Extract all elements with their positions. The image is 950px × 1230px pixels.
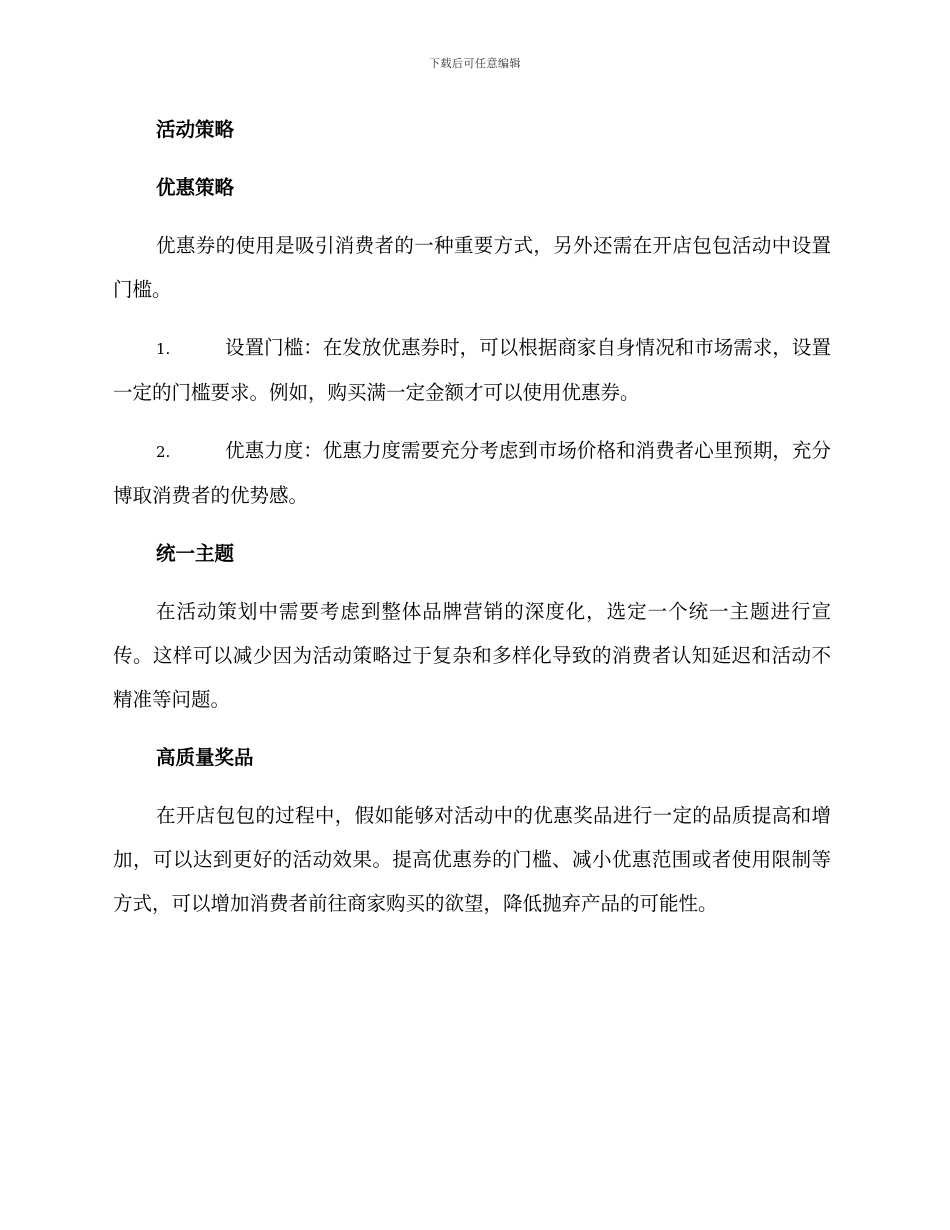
discount-intro-paragraph: 优惠券的使用是吸引消费者的一种重要方式，另外还需在开店包包活动中设置门槛。 <box>113 234 831 301</box>
list-number: 1. <box>156 340 171 358</box>
list-item-discount-strength <box>113 429 831 518</box>
list-item-threshold <box>113 326 831 415</box>
document-body <box>113 108 831 940</box>
list-number: 2. <box>156 443 171 461</box>
prizes-paragraph: 在开店包包的过程中，假如能够对活动中的优惠奖品进行一定的品质提高和增加，可以达到更好的活动效果。提高优惠券的门槛、减小优惠范围或者使用限制等方式，可以增加消费者前往商家购买的欲望，降低抛弃产品的可能性。 <box>113 804 831 915</box>
list-item-text: 设置门槛：在发放优惠券时，可以根据商家自身情况和市场需求，设置一定的门槛要求。例如，购买满一定金额才可以使用优惠券。 <box>113 336 831 404</box>
discount-heading: 优惠策略 <box>156 176 235 199</box>
theme-heading: 统一主题 <box>156 542 235 565</box>
theme-paragraph: 在活动策划中需要考虑到整体品牌营销的深度化，选定一个统一主题进行宣传。这样可以减少因为活动策略过于复杂和多样化导致的消费者认知延迟和活动不精准等问题。 <box>113 600 831 711</box>
section-title: 活动策略 <box>156 118 235 141</box>
running-header: 下载后可任意编辑 <box>429 57 521 70</box>
list-item-text: 优惠力度：优惠力度需要充分考虑到市场价格和消费者心里预期，充分博取消费者的优势感。 <box>113 439 831 507</box>
prizes-heading: 高质量奖品 <box>156 746 254 769</box>
